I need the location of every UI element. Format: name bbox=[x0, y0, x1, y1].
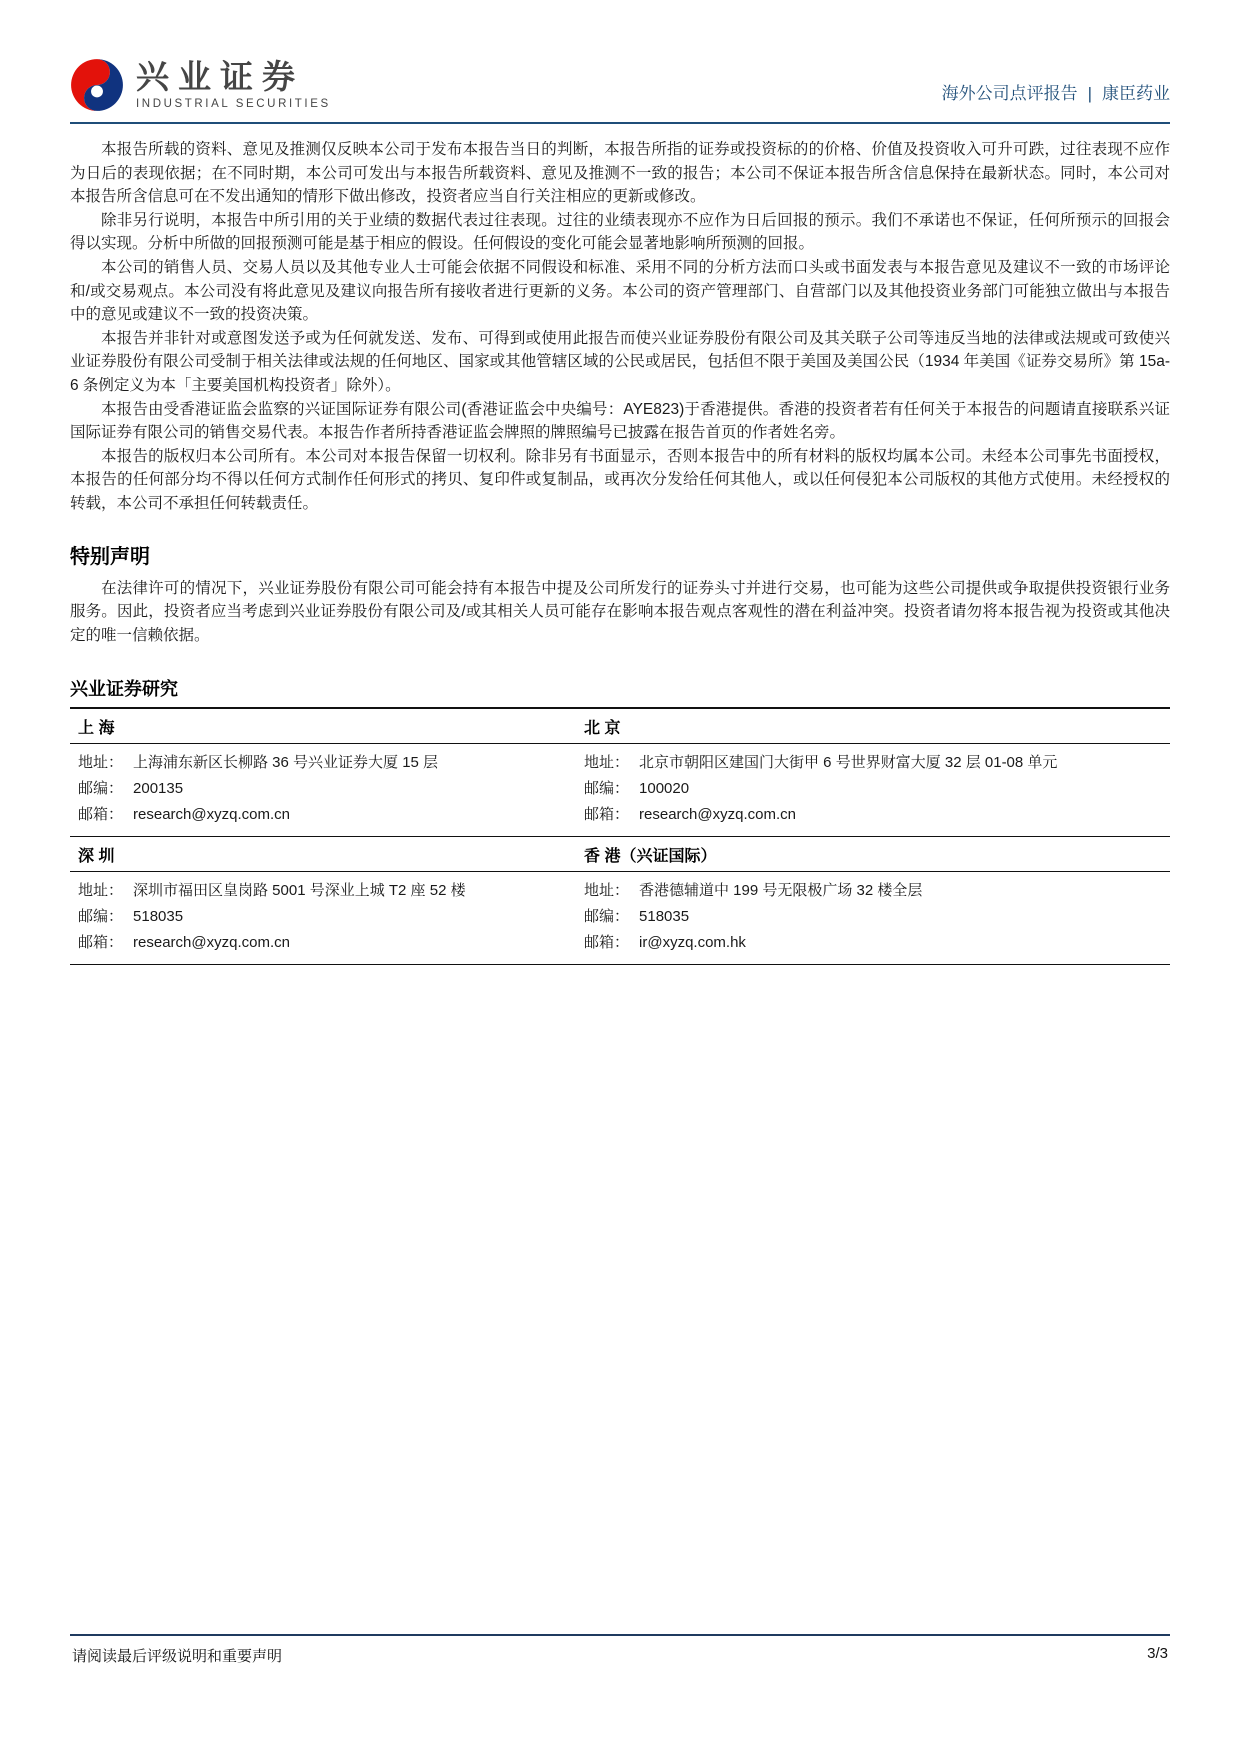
disclaimer-paragraph: 本报告由受香港证监会监察的兴证国际证券有限公司(香港证监会中央编号：AYE823)于香港提供。香港的投资者若有任何关于本报告的问题请直接联系兴证国际证券有限公司的销售交易代表。本报告作者所持香港证监会牌照的牌照编号已披露在报告首页的作者姓名旁。 bbox=[70, 400, 1170, 442]
office-address-line bbox=[584, 878, 1170, 904]
office-email-line bbox=[78, 802, 576, 828]
logo-wordmark bbox=[136, 60, 331, 110]
disclaimer-paragraph: 本报告所载的资料、意见及推测仅反映本公司于发布本报告当日的判断，本报告所指的证券或投资标的的价格、价值及投资收入可升可跌，过往表现不应作为日后的表现依据；在不同时期，本公司可发出与本报告所载资料、意见及推测不一致的报告；本公司不保证本报告所含信息保持在最新状态。同时，本公司对本报告所含信息可在不发出通知的情形下做出修改，投资者应当自行关注相应的更新或修改。 bbox=[70, 141, 1170, 206]
office-postcode-line bbox=[584, 776, 1170, 802]
postcode-value: 100020 bbox=[639, 780, 690, 798]
header-divider: | bbox=[1087, 84, 1092, 103]
office-city-shanghai: 上 海 bbox=[70, 709, 576, 744]
company-logo bbox=[70, 58, 331, 112]
email-value: research@xyzq.com.cn bbox=[133, 806, 290, 824]
postcode-value: 518035 bbox=[639, 908, 690, 926]
email-label: 邮箱： bbox=[78, 934, 124, 952]
office-postcode-line bbox=[78, 776, 576, 802]
office-email-line bbox=[78, 930, 576, 956]
footer-note: 请阅读最后评级说明和重要声明 bbox=[72, 1648, 283, 1665]
email-value: research@xyzq.com.cn bbox=[639, 806, 796, 824]
office-city-shenzhen: 深 圳 bbox=[70, 837, 576, 872]
office-city-row bbox=[70, 837, 1170, 872]
address-value: 上海浦东新区长柳路 36 号兴业证券大厦 15 层 bbox=[133, 754, 439, 772]
special-statement-body: 在法律许可的情况下，兴业证券股份有限公司可能会持有本报告中提及公司所发行的证券头寸并进行交易，也可能为这些公司提供或争取提供投资银行业务服务。因此，投资者应当考虑到兴业证券股份有限公司及/或其相关人员可能存在影响本报告观点客观性的潜在利益冲突。投资者请勿将本报告视为投资或其他决定的唯一信赖依据。 bbox=[70, 579, 1170, 644]
office-details-beijing bbox=[576, 744, 1170, 837]
address-label: 地址： bbox=[584, 882, 630, 900]
logo-name-cn: 兴业证券 bbox=[136, 58, 304, 96]
research-offices-section bbox=[70, 675, 1170, 965]
postcode-label: 邮编： bbox=[78, 908, 124, 926]
office-email-line bbox=[584, 930, 1170, 956]
office-address-line bbox=[584, 750, 1170, 776]
report-header-title bbox=[942, 79, 1170, 112]
office-details-shanghai bbox=[70, 744, 576, 837]
disclaimer-paragraph: 本公司的销售人员、交易人员以及其他专业人士可能会依据不同假设和标准、采用不同的分析方法而口头或书面发表与本报告意见及建议不一致的市场评论和/或交易观点。本公司没有将此意见及建议向报告所有接收者进行更新的义务。本公司的资产管理部门、自营部门以及其他投资业务部门可能独立做出与本报告中的意见或建议不一致的投资决策。 bbox=[70, 258, 1170, 324]
email-label: 邮箱： bbox=[78, 806, 124, 824]
disclaimer-paragraph: 本报告的版权归本公司所有。本公司对本报告保留一切权利。除非另有书面显示，否则本报告中的所有材料的版权均属本公司。未经本公司事先书面授权，本报告的任何部分均不得以任何方式制作任何形式的拷贝、复印件或复制品，或再次分发给任何其他人，或以任何侵犯本公司版权的其他方式使用。未经授权的转载，本公司不承担任何转载责任。 bbox=[70, 447, 1170, 512]
email-value: ir@xyzq.com.hk bbox=[639, 934, 746, 952]
disclaimer-paragraph: 本报告并非针对或意图发送予或为任何就发送、发布、可得到或使用此报告而使兴业证券股份有限公司及其关联子公司等违反当地的法律或法规或可致使兴业证券股份有限公司受制于相关法律或法规的任何地区、国家或其他管辖区域的公民或居民，包括但不限于美国及美国公民（1934 年美国《证券交易所》第 15a-6 条例定义为本「主要美国机构投资者」除外）。 bbox=[70, 329, 1170, 394]
office-postcode-line bbox=[78, 904, 576, 930]
office-postcode-line bbox=[584, 904, 1170, 930]
postcode-value: 200135 bbox=[133, 780, 184, 798]
office-address-line bbox=[78, 750, 576, 776]
postcode-label: 邮编： bbox=[584, 908, 630, 926]
company-name: 康臣药业 bbox=[1102, 84, 1170, 103]
logo-name-en: INDUSTRIAL SECURITIES bbox=[136, 97, 331, 110]
office-details-hongkong bbox=[576, 872, 1170, 965]
address-value: 北京市朝阳区建国门大街甲 6 号世界财富大厦 32 层 01-08 单元 bbox=[639, 754, 1058, 772]
office-city-hongkong: 香 港（兴证国际） bbox=[576, 837, 1170, 872]
office-details-row bbox=[70, 744, 1170, 837]
email-label: 邮箱： bbox=[584, 934, 630, 952]
disclaimer-body bbox=[70, 138, 1170, 516]
report-type: 海外公司点评报告 bbox=[941, 84, 1078, 103]
office-city-beijing: 北 京 bbox=[576, 709, 1170, 744]
disclaimer-paragraph: 除非另行说明，本报告中所引用的关于业绩的数据代表过往表现。过往的业绩表现亦不应作为日后回报的预示。我们不承诺也不保证，任何所预示的回报会得以实现。分析中所做的回报预测可能是基于相应的假设。任何假设的变化可能会显著地影响所预测的回报。 bbox=[70, 211, 1170, 253]
office-details-shenzhen bbox=[70, 872, 576, 965]
office-details-row bbox=[70, 872, 1170, 965]
logo-swirl-icon bbox=[70, 58, 124, 112]
postcode-value: 518035 bbox=[133, 908, 184, 926]
special-statement-section bbox=[70, 540, 1170, 648]
page-number: 3/3 bbox=[1147, 1645, 1168, 1662]
office-email-line bbox=[584, 802, 1170, 828]
postcode-label: 邮编： bbox=[584, 780, 630, 798]
office-city-row bbox=[70, 709, 1170, 744]
page-header bbox=[70, 0, 1170, 124]
address-value: 香港德辅道中 199 号无限极广场 32 楼全层 bbox=[639, 882, 923, 900]
email-value: research@xyzq.com.cn bbox=[133, 934, 290, 952]
special-statement-heading: 特别声明 bbox=[70, 545, 150, 568]
email-label: 邮箱： bbox=[584, 806, 630, 824]
office-address-line bbox=[78, 878, 576, 904]
page-footer bbox=[70, 1634, 1170, 1666]
address-label: 地址： bbox=[78, 754, 124, 772]
address-label: 地址： bbox=[584, 754, 630, 772]
address-label: 地址： bbox=[78, 882, 124, 900]
research-section-heading: 兴业证券研究 bbox=[70, 679, 178, 700]
address-value: 深圳市福田区皇岗路 5001 号深业上城 T2 座 52 楼 bbox=[133, 882, 466, 900]
postcode-label: 邮编： bbox=[78, 780, 124, 798]
offices-table bbox=[70, 707, 1170, 965]
